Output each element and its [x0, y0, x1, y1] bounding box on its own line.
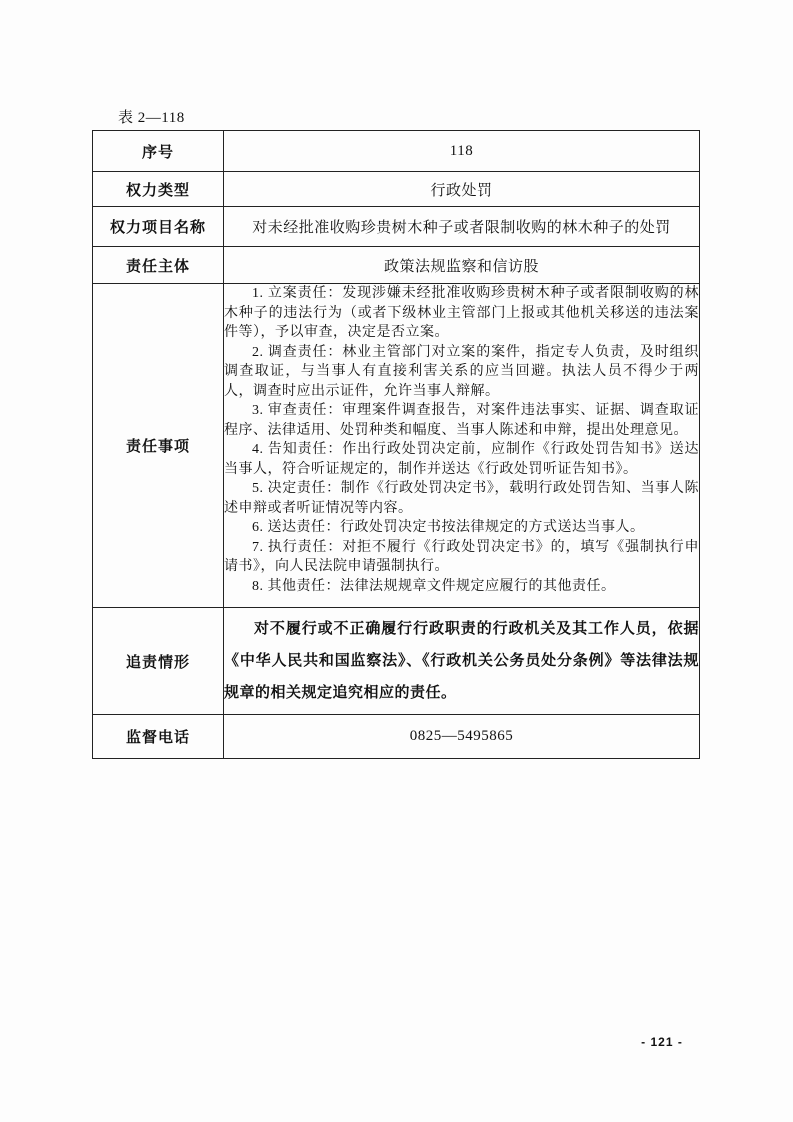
duty-item-1: 1. 立案责任：发现涉嫌未经批准收购珍贵树木种子或者限制收购的林木种子的违法行为（或者下级林业主管部门上报或其他机关移送的违法案件等），予以审查，决定是否立案。 — [224, 286, 699, 340]
page-number: - 121 - — [641, 1035, 683, 1049]
duty-item-5: 5. 决定责任：制作《行政处罚决定书》，载明行政处罚告知、当事人陈述申辩或者听证情况等内容。 — [224, 481, 699, 516]
row-label-supervision-phone: 监督电话 — [93, 715, 224, 759]
row-label-serial: 序号 — [93, 131, 224, 172]
power-type-value: 行政处罚 — [224, 172, 700, 207]
supervision-phone-value: 0825—5495865 — [224, 715, 700, 759]
row-label-responsible-subject: 责任主体 — [93, 247, 224, 284]
power-duty-table — [92, 130, 700, 759]
serial-value: 118 — [224, 131, 700, 172]
accountability-text: 对不履行或不正确履行行政职责的行政机关及其工作人员，依据《中华人民共和国监察法》、《行政机关公务员处分条例》等法律法规规章的相关规定追究相应的责任。 — [224, 621, 699, 701]
table-row-accountability — [93, 608, 700, 715]
table-row-duty-items — [93, 284, 700, 608]
duty-items-cell — [224, 284, 700, 608]
power-name-value: 对未经批准收购珍贵树木种子或者限制收购的林木种子的处罚 — [224, 207, 700, 247]
row-label-accountability: 追责情形 — [93, 608, 224, 715]
accountability-cell — [224, 608, 700, 715]
table-caption: 表 2—118 — [118, 110, 185, 126]
duty-item-7: 7. 执行责任：对拒不履行《行政处罚决定书》的，填写《强制执行申请书》，向人民法院申请强制执行。 — [224, 539, 699, 574]
duty-item-3: 3. 审查责任：审理案件调查报告，对案件违法事实、证据、调查取证程序、法律适用、处罚种类和幅度、当事人陈述和申辩，提出处理意见。 — [224, 403, 699, 438]
duty-item-8: 8. 其他责任：法律法规规章文件规定应履行的其他责任。 — [252, 578, 616, 594]
table-row-responsible-subject — [93, 247, 700, 284]
duty-item-4: 4. 告知责任：作出行政处罚决定前，应制作《行政处罚告知书》送达当事人，符合听证规定的，制作并送达《行政处罚听证告知书》。 — [224, 442, 699, 477]
table-row-power-type — [93, 172, 700, 207]
table-row-power-name — [93, 207, 700, 247]
row-label-power-type: 权力类型 — [93, 172, 224, 207]
table-row-serial — [93, 131, 700, 172]
table-row-supervision-phone — [93, 715, 700, 759]
duty-item-2: 2. 调查责任：林业主管部门对立案的案件，指定专人负责，及时组织调查取证，与当事人有直接利害关系的应当回避。执法人员不得少于两人，调查时应出示证件，允许当事人辩解。 — [224, 344, 699, 399]
duty-item-6: 6. 送达责任：行政处罚决定书按法律规定的方式送达当事人。 — [252, 520, 645, 535]
row-label-duty-items: 责任事项 — [93, 284, 224, 608]
responsible-subject-value: 政策法规监察和信访股 — [224, 247, 700, 284]
row-label-power-name: 权力项目名称 — [93, 207, 224, 247]
